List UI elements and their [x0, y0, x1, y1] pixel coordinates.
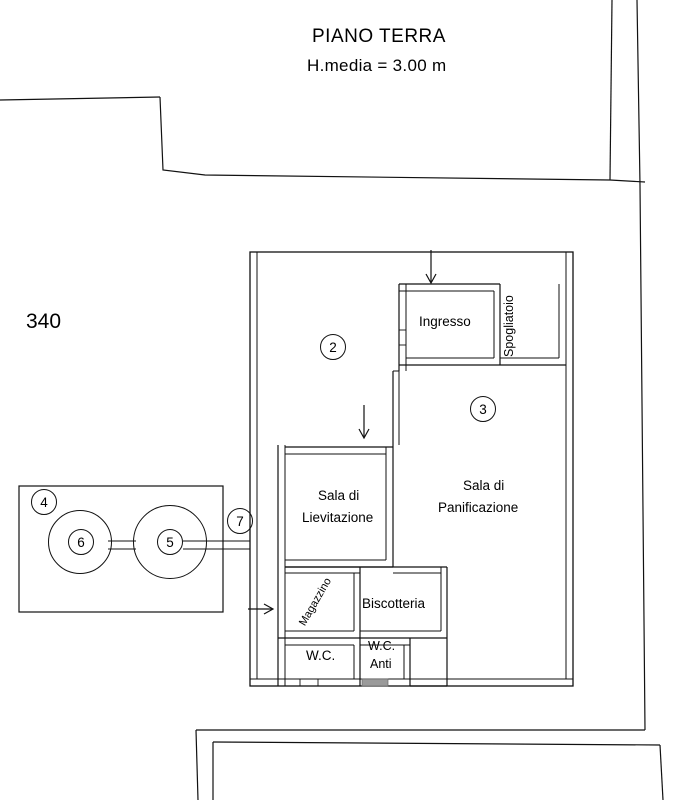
room-label-sala-panificazione-line1: Sala di: [463, 478, 505, 493]
marker-4: 4: [31, 489, 57, 515]
room-label-biscotteria: Biscotteria: [362, 596, 426, 611]
room-label-wc: W.C.: [306, 648, 336, 663]
room-label-wc-anti-line2: Anti: [370, 657, 392, 671]
plan-title: PIANO TERRA: [312, 26, 446, 47]
room-label-sala-panificazione-line2: Panificazione: [438, 500, 519, 515]
marker-2: 2: [320, 334, 346, 360]
marker-7: 7: [227, 508, 253, 534]
room-label-wc-anti-line1: W.C.: [368, 639, 396, 653]
room-label-spogliatoio: Spogliatoio: [502, 295, 516, 357]
parcel-number: 340: [26, 310, 62, 333]
marker-3: 3: [470, 396, 496, 422]
marker-5: 5: [157, 529, 183, 555]
marker-6: 6: [68, 529, 94, 555]
room-label-ingresso: Ingresso: [419, 314, 471, 329]
room-label-sala-lievitazione-line2: Lievitazione: [302, 510, 374, 525]
room-label-magazzino: Magazzino: [297, 575, 334, 628]
plan-subtitle: H.media = 3.00 m: [307, 56, 447, 75]
room-label-sala-lievitazione-line1: Sala di: [318, 488, 360, 503]
